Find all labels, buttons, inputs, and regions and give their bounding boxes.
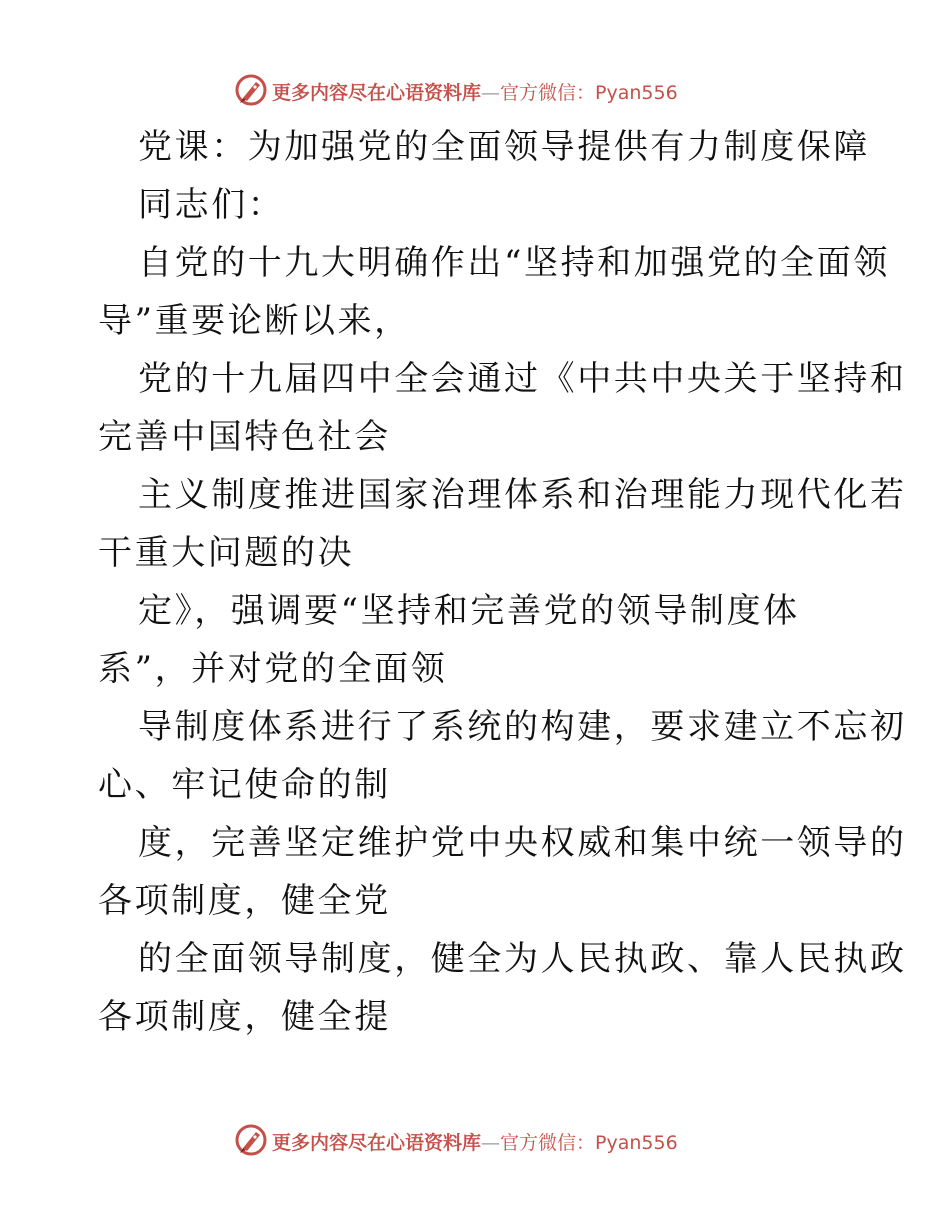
text-line: 导制度体系进行了系统的构建，要求建立不忘初 (138, 707, 907, 747)
text-line: 各项制度，健全党 (98, 881, 391, 921)
text-line: 系”，并对党的全面领 (98, 649, 448, 689)
banner-dash: — (481, 1132, 501, 1154)
banner-main-text: 更多内容尽在心语资料库 (272, 1132, 482, 1154)
banner-wechat-text: 官方微信：Pyan556 (500, 82, 678, 104)
text-line: 完善中国特色社会 (98, 417, 391, 457)
salutation: 同志们： (138, 185, 285, 225)
text-line: 导”重要论断以来， (98, 301, 411, 341)
text-line: 自党的十九大明确作出“坚持和加强党的全面领 (138, 243, 890, 283)
footer-banner (0, 1120, 950, 1160)
banner-text (272, 78, 678, 105)
text-line: 定》，强调要“坚持和完善党的领导制度体 (138, 591, 800, 631)
text-line: 各项制度，健全提 (98, 997, 391, 1037)
document-title: 党课：为加强党的全面领导提供有力制度保障 (138, 127, 870, 167)
text-line: 心、牢记使命的制 (98, 765, 391, 805)
banner-text (272, 1128, 678, 1155)
text-line: 的全面领导制度，健全为人民执政、靠人民执政 (138, 939, 907, 979)
banner-dash: — (481, 82, 501, 104)
text-line: 主义制度推进国家治理体系和治理能力现代化若 (138, 475, 907, 515)
pen-nib-circle-icon (234, 1123, 268, 1157)
banner-wechat-text: 官方微信：Pyan556 (500, 1132, 678, 1154)
text-line: 度，完善坚定维护党中央权威和集中统一领导的 (138, 823, 907, 863)
text-line: 干重大问题的决 (98, 533, 355, 573)
banner-main-text: 更多内容尽在心语资料库 (272, 82, 482, 104)
header-banner (0, 70, 950, 110)
text-line: 党的十九届四中全会通过《中共中央关于坚持和 (138, 359, 907, 399)
pen-nib-circle-icon (234, 73, 268, 107)
